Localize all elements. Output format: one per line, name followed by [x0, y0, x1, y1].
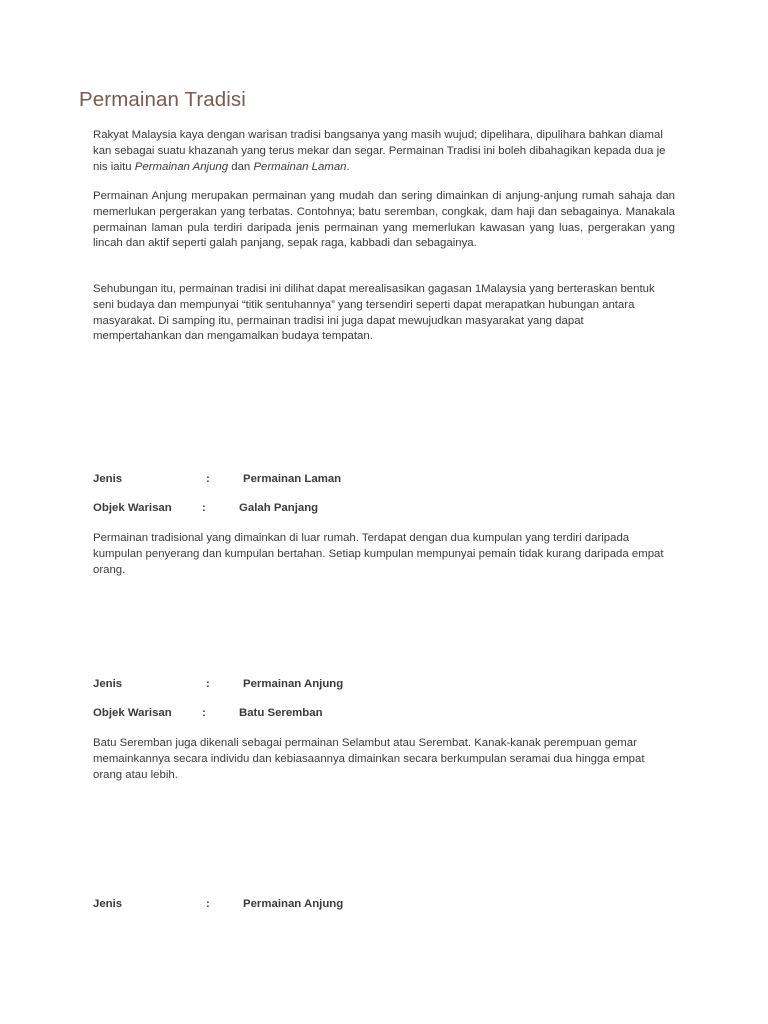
entry-2-objek-value: Batu Seremban: [239, 707, 323, 719]
entry-1-jenis-value: Permainan Laman: [243, 473, 342, 485]
intro-text-mid: dan: [228, 160, 254, 173]
objek-warisan-label: Objek Warisan: [93, 707, 172, 719]
page-title: Permainan Tradisi: [79, 88, 246, 111]
entry-1-objek-value: Galah Panjang: [239, 502, 319, 514]
context-paragraph: Sehubungan itu, permainan tradisi ini dilihat dapat merealisasikan gagasan 1Malaysia yang berteraskan bentuk seni budaya dan mempunyai “titik sentuhannya” yang tersendiri seperti dapat merapatkan hubungan antara masyarakat. Di samping itu, permainan tradisi ini juga dapat mewujudkan masyarakat yang dapat mempertahankan dan mengamalkan budaya tempatan.: [93, 283, 655, 343]
intro-text-start: Rakyat Malaysia kaya dengan warisan tradisi bangsanya yang masih wujud; dipelihara, dipulihara bahkan diamal kan sebagai suatu khazanah yang terus mekar dan segar. Permainan Tradisi ini boleh dibahagikan kepada dua je nis iaitu: [93, 129, 666, 173]
objek-warisan-label: Objek Warisan: [93, 502, 172, 514]
entry-2-description: Batu Seremban juga dikenali sebagai permainan Selambut atau Serembat. Kanak-kanak perempuan gemar memainkannya secara individu dan kebiasaannya dimainkan secara berkumpulan seramai dua hingga empat orang atau lebih.: [93, 737, 645, 781]
intro-paragraph: [93, 128, 675, 175]
intro-term-laman: Permainan Laman: [253, 160, 347, 173]
colon: :: [206, 678, 210, 690]
colon: :: [202, 502, 206, 514]
colon: :: [202, 707, 206, 719]
entry-3-jenis-value: Permainan Anjung: [243, 898, 344, 910]
jenis-label: Jenis: [93, 678, 123, 690]
entry-1-description: Permainan tradisional yang dimainkan di luar rumah. Terdapat dengan dua kumpulan yang terdiri daripada kumpulan penyerang dan kumpulan bertahan. Setiap kumpulan mempunyai pemain tidak kurang daripada empat orang.: [93, 532, 664, 576]
jenis-label: Jenis: [93, 473, 123, 485]
intro-term-anjung: Permainan Anjung: [134, 160, 229, 173]
colon: :: [206, 473, 210, 485]
entry-2-jenis-value: Permainan Anjung: [243, 678, 344, 690]
intro-text-end: .: [346, 160, 350, 173]
colon: :: [206, 898, 210, 910]
jenis-label: Jenis: [93, 898, 123, 910]
definition-paragraph: Permainan Anjung merupakan permainan yang mudah dan sering dimainkan di anjung-anjung rumah sahaja dan memerlukan pergerakan yang terbatas. Contohnya; batu seremban, congkak, dam haji dan sebagainya. Manakala permainan laman pula terdiri daripada jenis permainan yang memerlukan kawasan yang luas, pergerakan yang lincah dan aktif seperti galah panjang, sepak raga, kabbadi dan sebagainya.: [93, 190, 675, 250]
